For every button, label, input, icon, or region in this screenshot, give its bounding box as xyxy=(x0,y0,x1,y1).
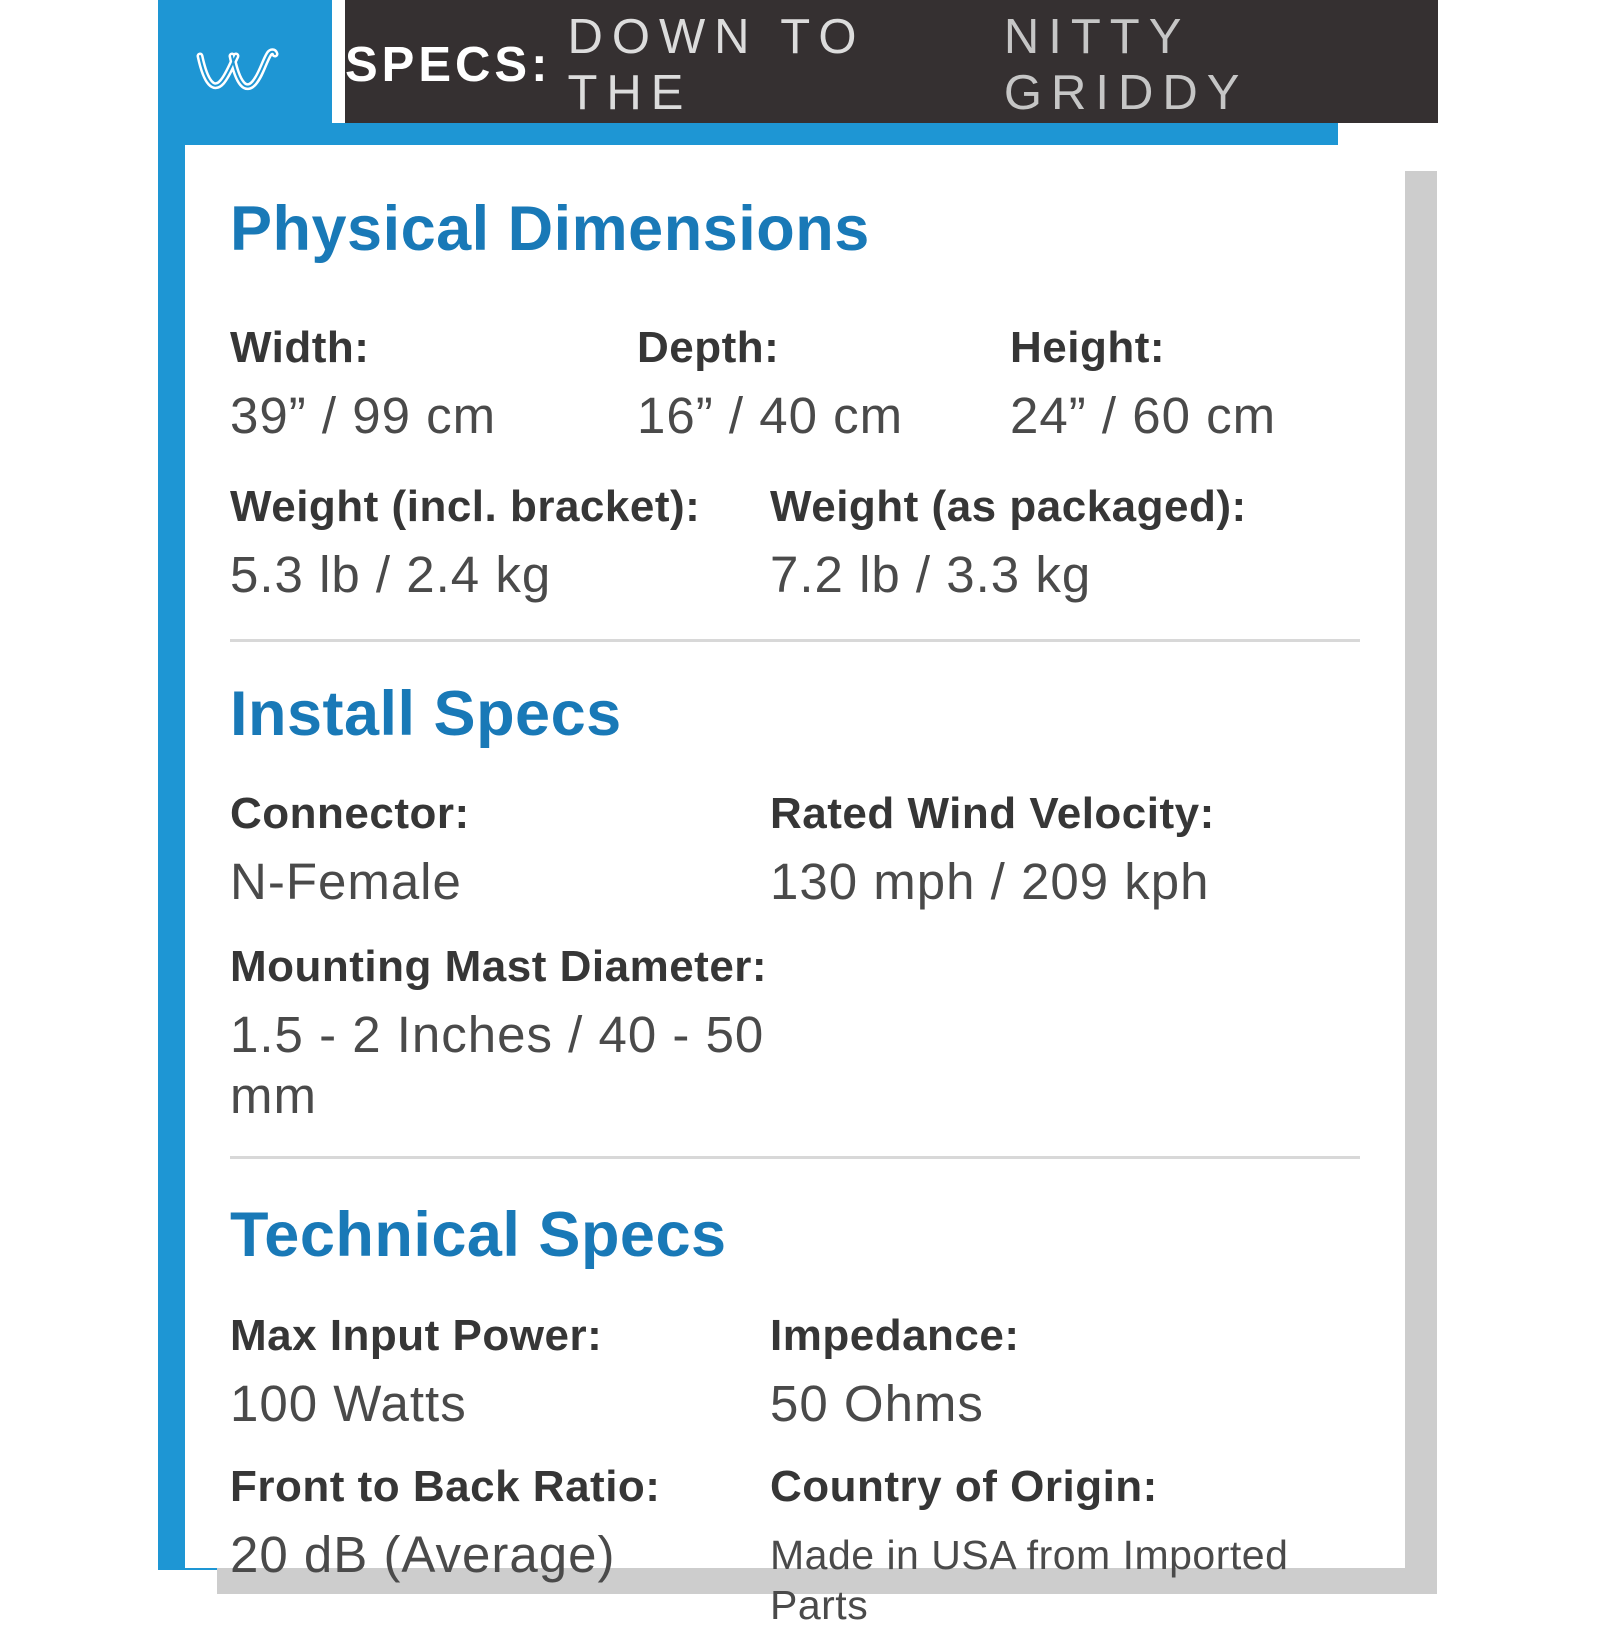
spec-value-height: 24” / 60 cm xyxy=(1010,387,1277,445)
power-row xyxy=(230,1311,1360,1434)
spec-connector xyxy=(230,789,770,912)
section-heading-physical-dimensions: Physical Dimensions xyxy=(230,194,870,264)
spec-value-mast-diameter: 1.5 - 2 Inches / 40 - 50 mm xyxy=(230,1005,765,1124)
section-divider xyxy=(230,639,1360,642)
spec-label-wind-velocity: Rated Wind Velocity: xyxy=(770,788,1215,838)
spec-card xyxy=(185,145,1405,1629)
wave-logo-icon xyxy=(195,37,295,95)
spec-label-width: Width: xyxy=(230,323,370,373)
spec-height xyxy=(1010,323,1360,446)
spec-label-weight-packaged: Weight (as packaged): xyxy=(770,482,1247,532)
weights-row xyxy=(230,482,1360,605)
spec-value-front-to-back: 20 dB (Average) xyxy=(230,1526,616,1584)
spec-value-max-input-power: 100 Watts xyxy=(230,1375,467,1433)
spec-weight-bracket xyxy=(230,482,770,605)
spec-weight-packaged xyxy=(770,482,1360,605)
header-title-bold: SPECS: xyxy=(345,37,552,92)
spec-value-weight-bracket: 5.3 lb / 2.4 kg xyxy=(230,546,552,604)
section-heading-technical-specs: Technical Specs xyxy=(230,1199,727,1270)
header-bar xyxy=(345,0,1438,123)
spec-label-mast-diameter: Mounting Mast Diameter: xyxy=(230,941,768,991)
spec-width xyxy=(230,323,637,446)
brand-logo-block xyxy=(158,0,332,132)
section-heading-install-specs: Install Specs xyxy=(230,679,622,750)
spec-country-of-origin xyxy=(770,1462,1360,1630)
mast-row xyxy=(230,942,1360,1126)
spec-front-to-back xyxy=(230,1462,770,1630)
origin-row xyxy=(230,1462,1360,1630)
spec-label-connector: Connector: xyxy=(230,788,470,838)
spec-value-weight-packaged: 7.2 lb / 3.3 kg xyxy=(770,546,1092,604)
spec-label-impedance: Impedance: xyxy=(770,1311,1020,1361)
spec-label-country-of-origin: Country of Origin: xyxy=(770,1462,1158,1512)
spec-value-connector: N-Female xyxy=(230,852,462,910)
dimensions-row xyxy=(230,323,1360,446)
spec-value-impedance: 50 Ohms xyxy=(770,1375,984,1433)
spec-value-depth: 16” / 40 cm xyxy=(637,387,904,445)
spec-label-depth: Depth: xyxy=(637,323,780,373)
spec-label-weight-bracket: Weight (incl. bracket): xyxy=(230,482,701,532)
spec-wind-velocity xyxy=(770,789,1360,912)
spec-value-country-of-origin: Made in USA from Imported Parts xyxy=(770,1532,1289,1629)
header-title-light: DOWN TO THE xyxy=(567,9,866,120)
spec-value-wind-velocity: 130 mph / 209 kph xyxy=(770,852,1210,910)
spec-label-front-to-back: Front to Back Ratio: xyxy=(230,1462,661,1512)
section-divider xyxy=(230,1156,1360,1159)
spec-label-max-input-power: Max Input Power: xyxy=(230,1311,603,1361)
spec-value-width: 39” / 99 cm xyxy=(230,387,497,445)
spec-max-input-power xyxy=(230,1311,770,1434)
install-row xyxy=(230,789,1360,912)
spec-mast-diameter xyxy=(230,942,770,1126)
header-title-lighter: NITTY GRIDDY xyxy=(1003,9,1249,120)
spec-impedance xyxy=(770,1311,1360,1434)
spec-depth xyxy=(637,323,1010,446)
spec-label-height: Height: xyxy=(1010,323,1166,373)
